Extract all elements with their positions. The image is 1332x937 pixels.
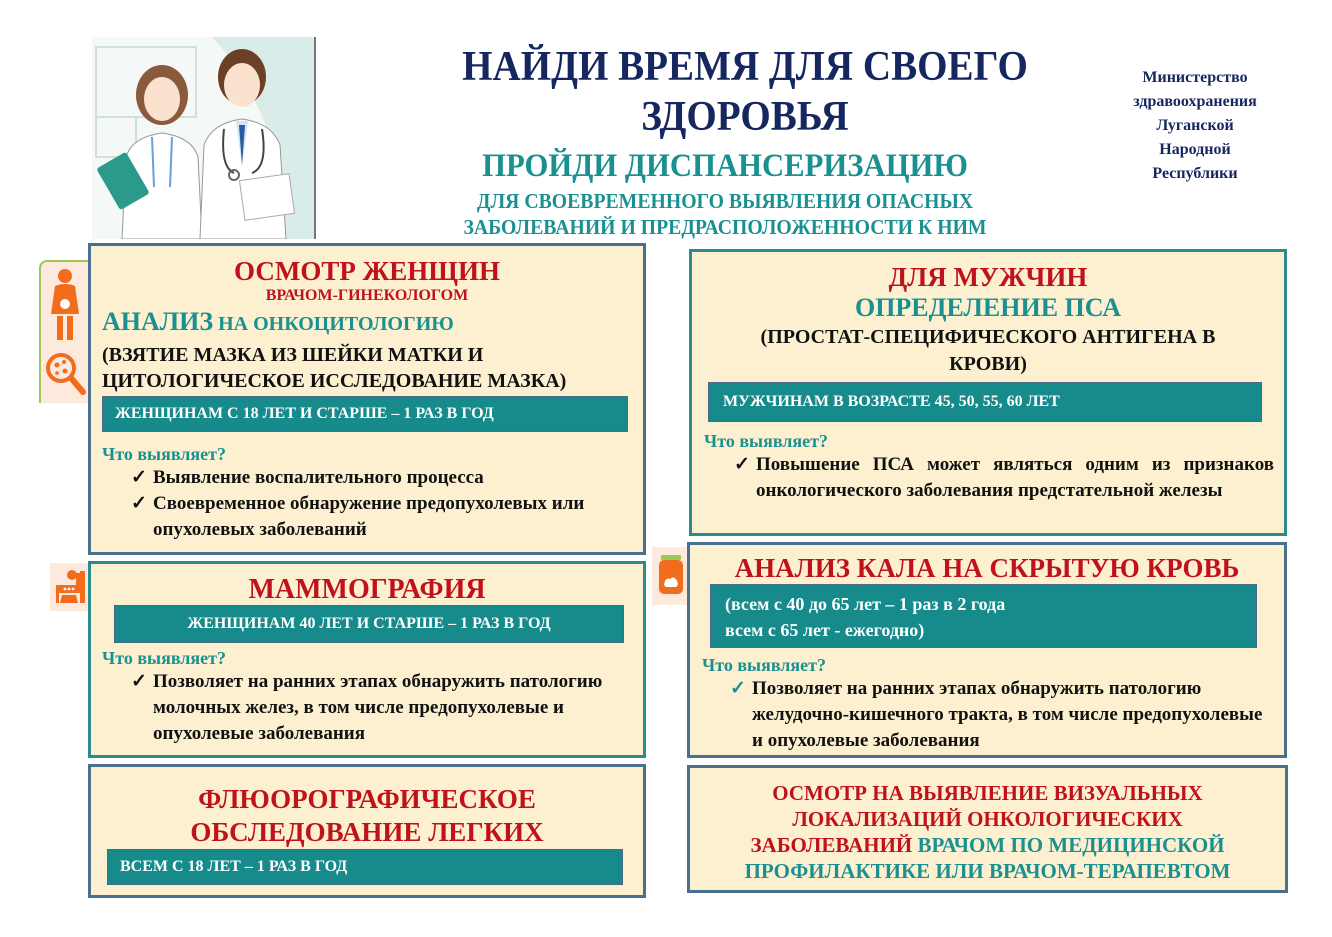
list-item — [131, 669, 623, 747]
ministry-line: здравоохранения — [1133, 93, 1257, 110]
men-schedule-band: МУЖЧИНАМ В ВОЗРАСТЕ 45, 50, 55, 60 ЛЕТ — [708, 382, 1262, 422]
stool-test-findings-list — [730, 676, 1272, 754]
ministry-name — [1110, 66, 1280, 186]
list-item — [131, 491, 631, 543]
subtitle: ПРОЙДИ ДИСПАНСЕРИЗАЦИЮ — [482, 148, 968, 184]
list-item-text: Повышение ПСА может являться одним из признаков онкологического заболевания предстательной железы — [756, 454, 1274, 501]
description-line: ЦИТОЛОГИЧЕСКОЕ ИССЛЕДОВАНИЕ МАЗКА) — [102, 370, 567, 392]
mammography-machine-icon — [54, 569, 90, 605]
women-exam-title: ОСМОТР ЖЕНЩИН — [234, 256, 500, 286]
list-item — [734, 452, 1274, 504]
women-exam-card — [88, 243, 646, 555]
ministry-line: Народной — [1159, 141, 1231, 158]
microscope-magnifier-icon — [45, 352, 87, 398]
exam-text-teal: ВРАЧОМ ПО МЕДИЦИНСКОЙ — [912, 833, 1225, 857]
women-findings-list — [131, 465, 631, 543]
check-icon: ✓ — [734, 454, 750, 475]
description-line: КРОВИ) — [949, 353, 1027, 375]
men-psa-card — [689, 249, 1287, 536]
title-line-2: ЗДОРОВЬЯ — [641, 94, 849, 140]
list-item-text: Позволяет на ранних этапах обнаружить патологию желудочно-кишечного тракта, в том числе предопухолевые и опухолевые заболевания — [752, 678, 1263, 751]
question-label: Что выявляет? — [102, 444, 226, 464]
schedule-line: (всем с 40 до 65 лет – 1 раз в 2 года — [725, 594, 1006, 614]
exam-text-red: ЗАБОЛЕВАНИЙ — [750, 833, 913, 857]
exam-text-line: ОСМОТР НА ВЫЯВЛЕНИЕ ВИЗУАЛЬНЫХ — [772, 781, 1203, 805]
oncocytology-heading — [102, 306, 643, 342]
fluorography-schedule-band: ВСЕМ С 18 ЛЕТ – 1 РАЗ В ГОД — [107, 849, 623, 885]
doctors-illustration — [92, 37, 314, 239]
subtitle-description-line-1: ДЛЯ СВОЕВРЕМЕННОГО ВЫЯВЛЕНИЯ ОПАСНЫХ — [476, 189, 974, 213]
visual-oncology-exam-card — [687, 765, 1288, 893]
analysis-word: АНАЛИЗ — [102, 307, 214, 336]
question-label: Что выявляет? — [102, 648, 226, 668]
schedule-line: всем с 65 лет - ежегодно) — [725, 620, 925, 640]
question-label: Что выявляет? — [704, 431, 828, 451]
men-title: ДЛЯ МУЖЧИН — [888, 262, 1088, 292]
check-icon: ✓ — [730, 678, 746, 699]
list-item — [131, 465, 631, 491]
stool-test-schedule-band — [710, 584, 1257, 648]
illustration-divider — [314, 37, 316, 239]
mammography-card — [88, 561, 646, 758]
fluorography-card — [88, 764, 646, 898]
check-icon: ✓ — [131, 467, 147, 488]
ministry-line: Луганской — [1156, 117, 1234, 134]
women-schedule-band: ЖЕНЩИНАМ С 18 ЛЕТ И СТАРШЕ – 1 РАЗ В ГОД — [102, 396, 628, 432]
stool-test-card — [687, 542, 1287, 758]
subtitle-description-line-2: ЗАБОЛЕВАНИЙ И ПРЕДРАСПОЛОЖЕННОСТИ К НИМ — [463, 215, 987, 239]
sample-jar-icon — [658, 555, 684, 595]
mammography-findings-list — [131, 669, 623, 747]
psa-description — [692, 324, 1284, 378]
title-line: ФЛЮОРОГРАФИЧЕСКОЕ — [198, 784, 536, 814]
fluorography-title — [91, 783, 643, 849]
list-item-text: Позволяет на ранних этапах обнаружить патологию молочных желез, в том числе предопухолевые и опухолевые заболевания — [153, 671, 603, 744]
mammography-schedule-band: ЖЕНЩИНАМ 40 ЛЕТ И СТАРШЕ – 1 РАЗ В ГОД — [114, 605, 624, 643]
exam-text-line — [690, 832, 1285, 858]
check-icon: ✓ — [131, 671, 147, 692]
men-findings-list — [734, 452, 1274, 504]
description-line: (ПРОСТАТ-СПЕЦИФИЧЕСКОГО АНТИГЕНА В — [760, 326, 1216, 348]
women-exam-subtitle: ВРАЧОМ-ГИНЕКОЛОГОМ — [265, 287, 469, 304]
women-icon-strip — [39, 260, 89, 403]
exam-text-line: ПРОФИЛАКТИКЕ ИЛИ ВРАЧОМ-ТЕРАПЕВТОМ — [744, 859, 1231, 883]
stool-test-title: АНАЛИЗ КАЛА НА СКРЫТУЮ КРОВЬ — [734, 553, 1240, 583]
psa-heading: ОПРЕДЕЛЕНИЕ ПСА — [854, 293, 1122, 322]
list-item-text: Выявление воспалительного процесса — [153, 467, 484, 488]
stool-test-icon-tile — [652, 547, 690, 605]
visual-oncology-exam-text — [690, 780, 1285, 884]
description-line: (ВЗЯТИЕ МАЗКА ИЗ ШЕЙКИ МАТКИ И — [102, 344, 484, 366]
title-line-1: НАЙДИ ВРЕМЯ ДЛЯ СВОЕГО — [462, 44, 1028, 90]
exam-text-line: ЛОКАЛИЗАЦИЙ ОНКОЛОГИЧЕСКИХ — [792, 807, 1183, 831]
question-label: Что выявляет? — [702, 655, 826, 675]
analysis-rest: НА ОНКОЦИТОЛОГИЮ — [213, 313, 454, 335]
subtitle-description — [420, 188, 1031, 240]
ministry-line: Республики — [1152, 165, 1238, 182]
list-item-text: Своевременное обнаружение предопухолевых или опухолевых заболеваний — [153, 493, 585, 540]
page-title — [443, 42, 1048, 142]
oncocytology-description — [102, 342, 643, 394]
list-item — [730, 676, 1272, 754]
title-line: ОБСЛЕДОВАНИЕ ЛЕГКИХ — [190, 817, 544, 847]
ministry-line: Министерство — [1142, 69, 1248, 86]
mammography-title: МАММОГРАФИЯ — [248, 574, 486, 605]
check-icon: ✓ — [131, 493, 147, 514]
pregnant-woman-icon — [47, 268, 83, 344]
